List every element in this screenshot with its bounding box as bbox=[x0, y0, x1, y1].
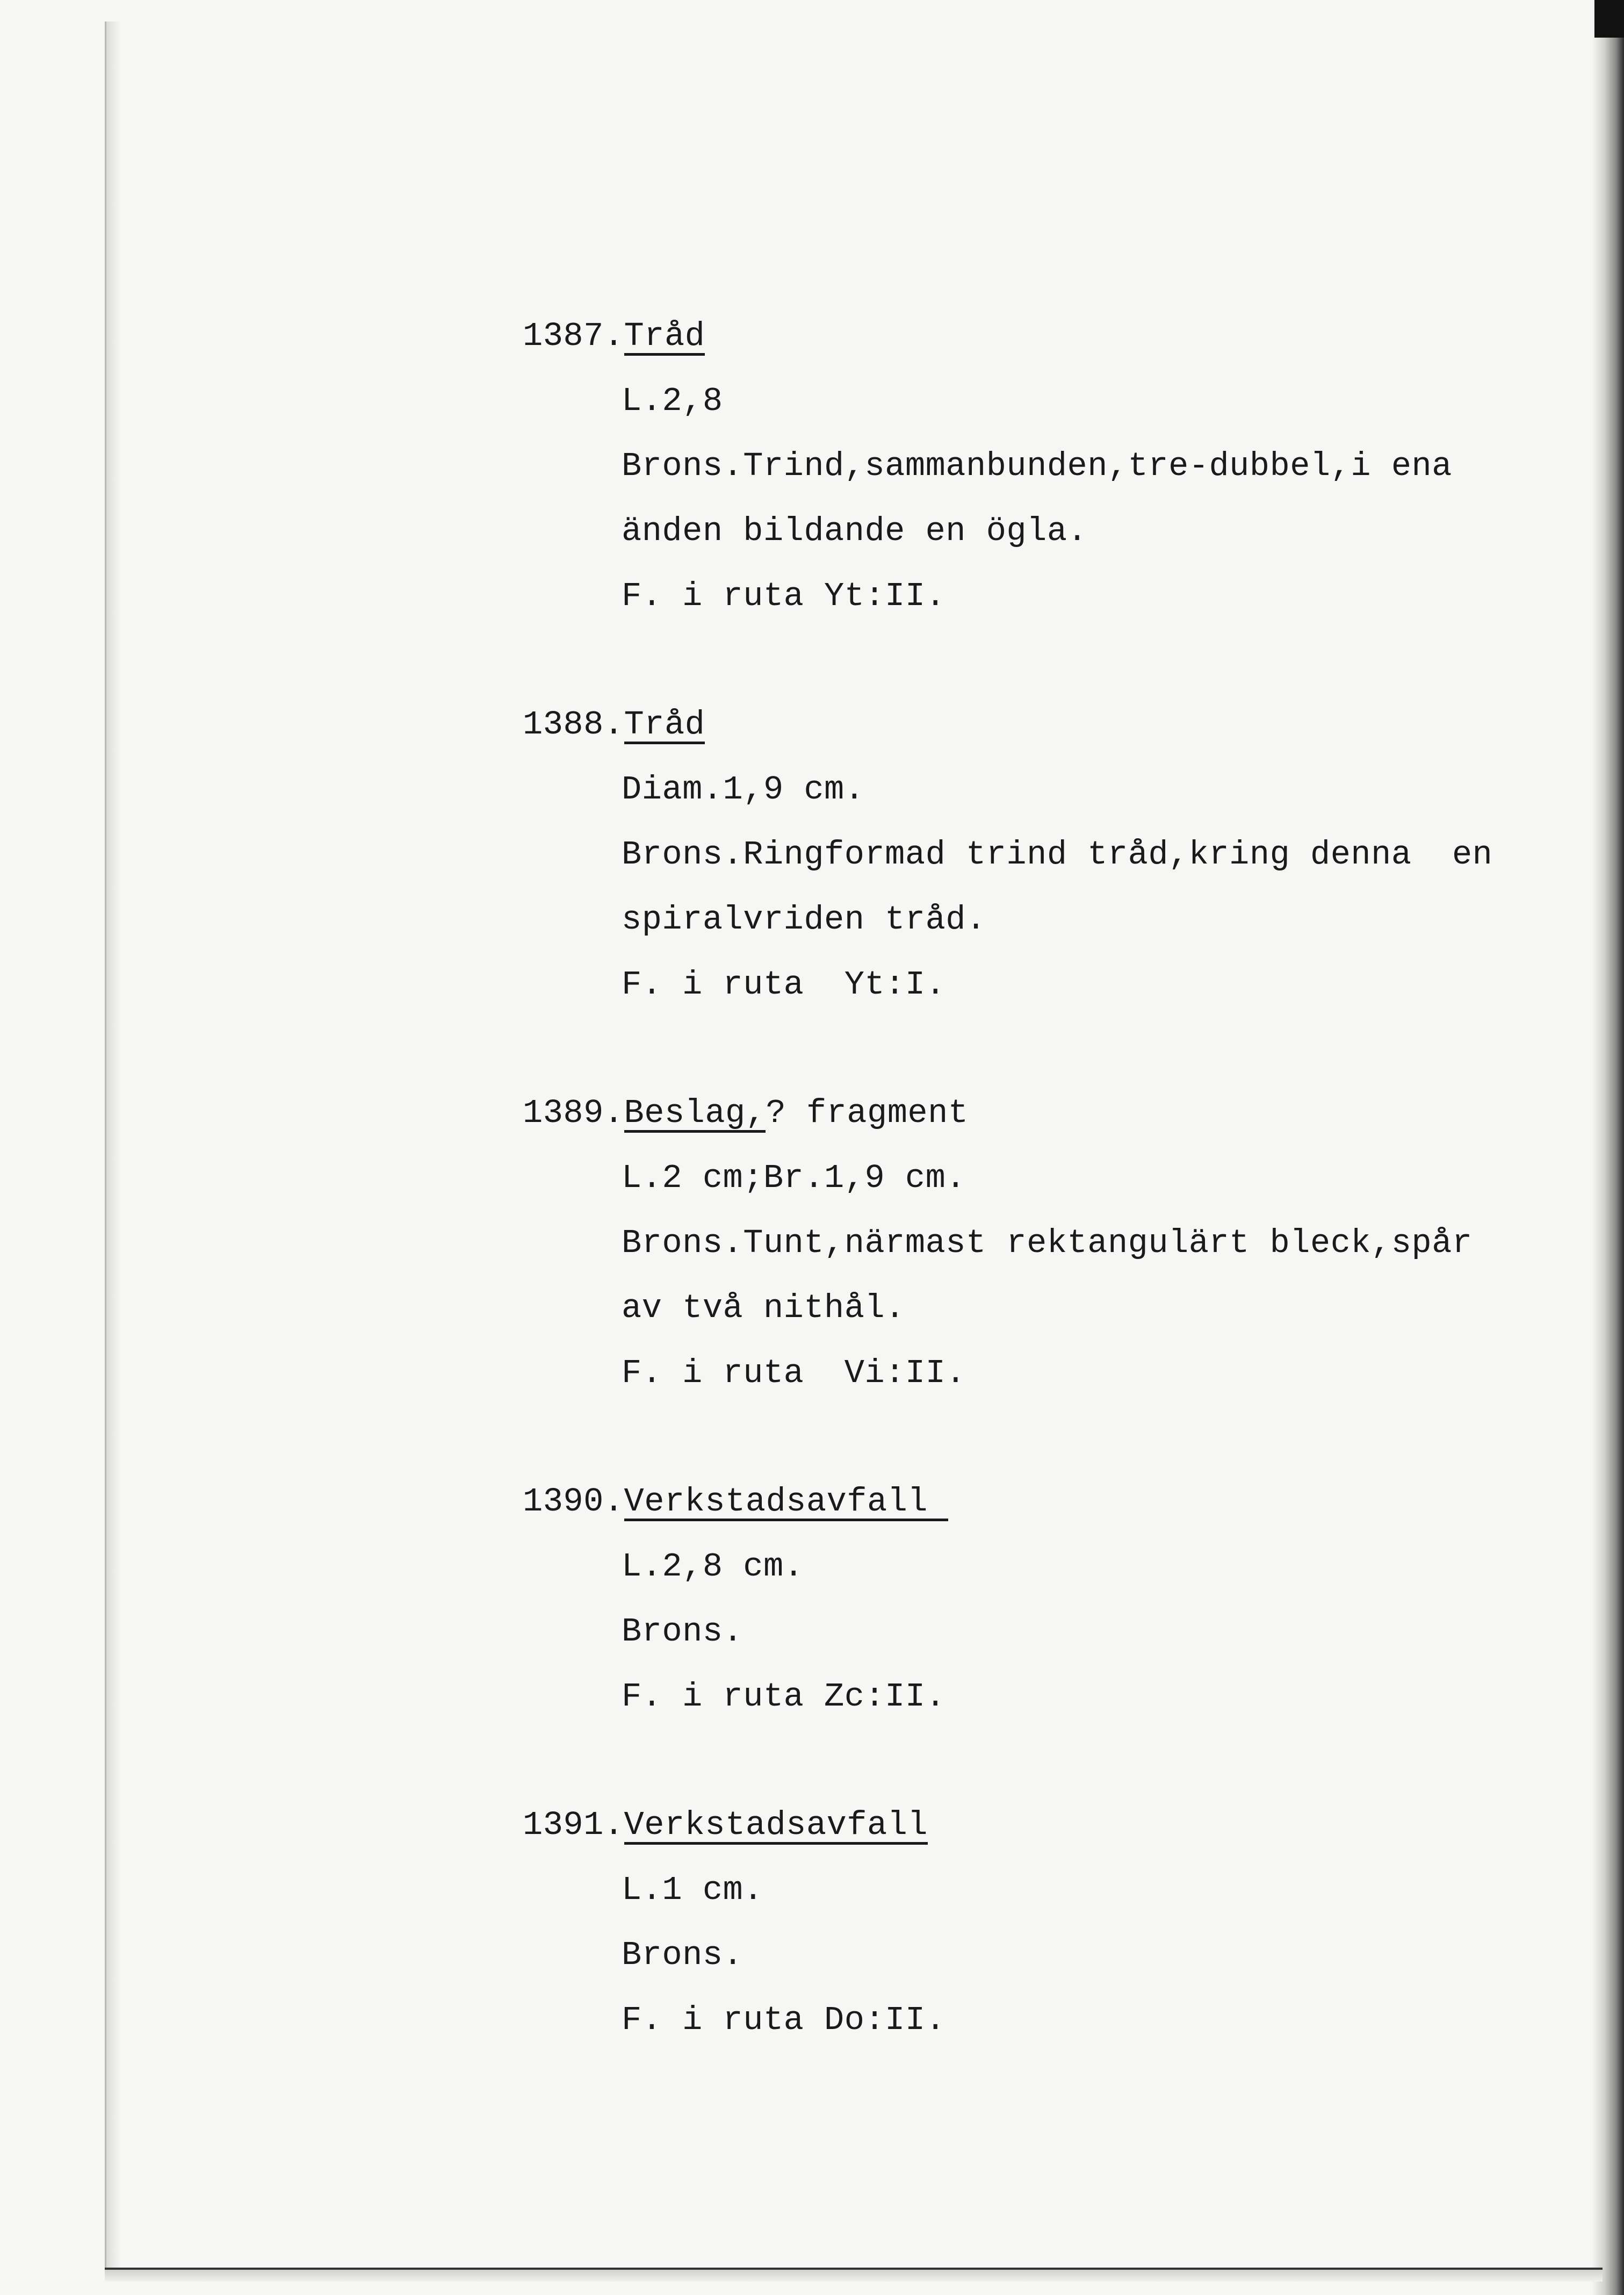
entry-measurement: L.2,8 cm. bbox=[622, 1548, 804, 1586]
catalog-entries bbox=[524, 304, 1491, 2116]
entry-number: 1389. bbox=[523, 1094, 624, 1132]
entry-find-location: F. i ruta Vi:II. bbox=[622, 1354, 966, 1392]
entry-heading bbox=[523, 1081, 1491, 1146]
entry-find-location: F. i ruta Yt:II. bbox=[622, 577, 946, 615]
entry-title: Tråd bbox=[624, 706, 705, 744]
entry-title: Tråd bbox=[624, 317, 705, 355]
catalog-entry bbox=[524, 692, 1491, 1017]
entry-number: 1391. bbox=[523, 1806, 624, 1844]
binding-edge-left bbox=[105, 21, 121, 2278]
entry-description: Brons.Ringformad trind tråd,kring denna en bbox=[622, 836, 1493, 874]
entry-number: 1388. bbox=[523, 706, 624, 744]
entry-description-cont: spiralvriden tråd. bbox=[622, 901, 986, 939]
entry-measurement: L.2,8 bbox=[622, 382, 723, 420]
entry-title: Beslag, bbox=[624, 1094, 766, 1132]
binding-edge-right bbox=[1592, 0, 1624, 2295]
entry-description: Brons. bbox=[622, 1613, 744, 1651]
binding-edge-bottom bbox=[105, 2268, 1603, 2282]
entry-measurement: Diam.1,9 cm. bbox=[622, 771, 865, 809]
entry-number: 1390. bbox=[523, 1483, 624, 1521]
catalog-entry bbox=[524, 304, 1491, 629]
entry-heading bbox=[523, 1793, 1491, 1858]
entry-title: Verkstadsavfall bbox=[624, 1483, 948, 1521]
entry-description: Brons. bbox=[622, 1936, 744, 1974]
entry-description-cont: av två nithål. bbox=[622, 1289, 905, 1327]
catalog-entry bbox=[524, 1081, 1491, 1406]
entry-description-cont: änden bildande en ögla. bbox=[622, 512, 1088, 550]
catalog-entry bbox=[524, 1469, 1491, 1729]
entry-find-location: F. i ruta Zc:II. bbox=[622, 1678, 946, 1716]
entry-heading bbox=[523, 1469, 1491, 1534]
entry-heading bbox=[523, 692, 1491, 757]
entry-number: 1387. bbox=[523, 317, 624, 355]
entry-title-suffix: ? fragment bbox=[766, 1094, 969, 1132]
entry-find-location: F. i ruta Do:II. bbox=[622, 2001, 946, 2039]
entry-measurement: L.1 cm. bbox=[622, 1871, 763, 1909]
entry-measurement: L.2 cm;Br.1,9 cm. bbox=[622, 1159, 966, 1197]
entry-title: Verkstadsavfall bbox=[624, 1806, 928, 1844]
catalog-entry bbox=[524, 1793, 1491, 2053]
entry-heading bbox=[523, 304, 1491, 369]
corner-mark bbox=[1594, 0, 1624, 38]
entry-description: Brons.Trind,sammanbunden,tre-dubbel,i ena bbox=[622, 447, 1452, 485]
entry-find-location: F. i ruta Yt:I. bbox=[622, 966, 946, 1004]
entry-description: Brons.Tunt,närmast rektangulärt bleck,spår bbox=[622, 1224, 1473, 1262]
